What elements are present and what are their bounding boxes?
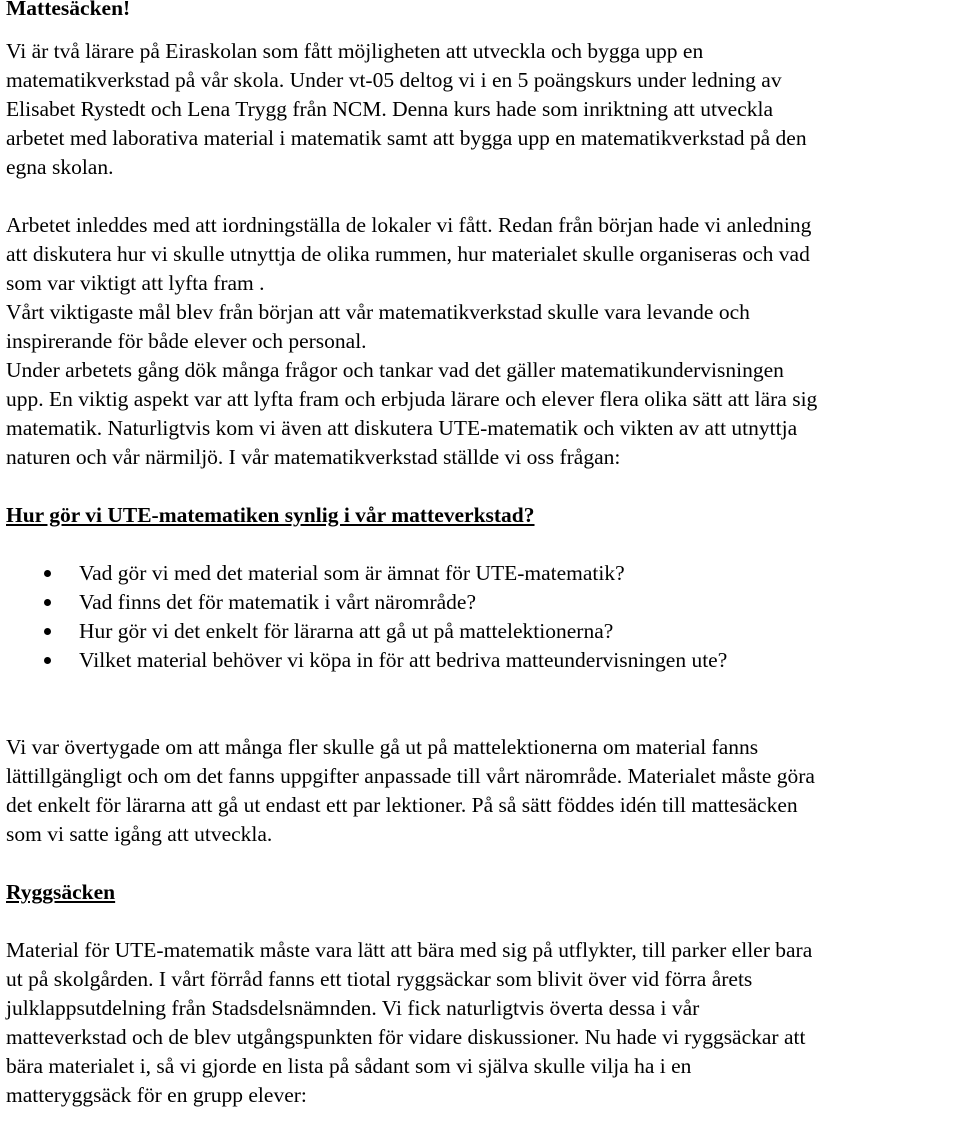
backpack-line: matteverkstad och de blev utgångspunkten för vidare diskussioner. Nu hade vi ryggsäckar att [6, 1025, 806, 1049]
backpack-line: Material för UTE-matematik måste vara lätt att bära med sig på utflykter, till parker eller bara [6, 938, 813, 962]
intro-line: Vi är två lärare på Eiraskolan som fått möjligheten att utveckla och bygga upp en [6, 39, 704, 63]
paragraph-spacer [6, 907, 958, 936]
bullet-icon [44, 657, 51, 664]
conviction-paragraph [6, 733, 958, 849]
work-line: inspirerande för både elever och personal. [6, 329, 367, 353]
intro-line: egna skolan. [6, 155, 114, 179]
conviction-line: Vi var övertygade om att många fler skulle gå ut på mattelektionerna om material fanns [6, 735, 759, 759]
document-title: Mattesäcken! [6, 0, 131, 20]
bullet-icon [44, 570, 51, 577]
question-list [6, 559, 958, 675]
work-line: Under arbetets gång dök många frågor och tankar vad det gäller matematikundervisningen [6, 358, 784, 382]
intro-line: arbetet med laborativa material i matematik samt att bygga upp en matematikverkstad på den [6, 126, 807, 150]
list-item-text: Hur gör vi det enkelt för lärarna att gå ut på mattelektionerna? [79, 619, 614, 643]
work-line: Arbetet inleddes med att iordningställa de lokaler vi fått. Redan från början hade vi anledning [6, 213, 812, 237]
bullet-icon [44, 628, 51, 635]
list-item [6, 559, 958, 588]
work-line: naturen och vår närmiljö. I vår matematikverkstad ställde vi oss frågan: [6, 445, 621, 469]
list-item-text: Vad finns det för matematik i vårt närområde? [79, 590, 477, 614]
work-line: att diskutera hur vi skulle utnyttja de olika rummen, hur materialet skulle organiseras och vad [6, 242, 810, 266]
list-item [6, 588, 958, 617]
section-heading: Ryggsäcken [6, 880, 116, 904]
paragraph-spacer [6, 704, 958, 733]
intro-paragraph [6, 37, 958, 182]
document-page [6, 0, 958, 1110]
bullet-icon [44, 599, 51, 606]
backpack-paragraph [6, 936, 958, 1110]
paragraph-spacer [6, 849, 958, 878]
conviction-line: det enkelt för lärarna att gå ut endast ett par lektioner. På så sätt föddes idén till mattesäcken [6, 793, 798, 817]
work-paragraph [6, 211, 958, 472]
backpack-line: matteryggsäck för en grupp elever: [6, 1083, 307, 1107]
conviction-line: lättillgängligt och om det fanns uppgifter anpassade till vårt närområde. Materialet måste göra [6, 764, 815, 788]
paragraph-spacer [6, 182, 958, 211]
work-line: upp. En viktig aspekt var att lyfta fram och erbjuda lärare och elever flera olika sätt att lära sig [6, 387, 818, 411]
list-item-text: Vad gör vi med det material som är ämnat för UTE-matematik? [79, 561, 625, 585]
work-line: Vårt viktigaste mål blev från början att vår matematikverkstad skulle vara levande och [6, 300, 750, 324]
backpack-line: bära materialet i, så vi gjorde en lista på sådant som vi själva skulle vilja ha i en [6, 1054, 692, 1078]
work-line: matematik. Naturligtvis kom vi även att diskutera UTE-matematik och vikten av att utnyttja [6, 416, 798, 440]
conviction-line: som vi satte igång att utveckla. [6, 822, 273, 846]
intro-line: matematikverkstad på vår skola. Under vt-05 deltog vi i en 5 poängskurs under ledning av [6, 68, 782, 92]
paragraph-spacer [6, 530, 958, 559]
question-heading: Hur gör vi UTE-matematiken synlig i vår matteverkstad? [6, 503, 535, 527]
paragraph-spacer [6, 472, 958, 501]
list-item [6, 617, 958, 646]
backpack-line: ut på skolgården. I vårt förråd fanns ett tiotal ryggsäckar som blivit över vid förra årets [6, 967, 753, 991]
backpack-line: julklappsutdelning från Stadsdelsnämnden. Vi fick naturligtvis överta dessa i vår [6, 996, 700, 1020]
list-item-text: Vilket material behöver vi köpa in för att bedriva matteundervisningen ute? [79, 648, 728, 672]
work-line: som var viktigt att lyfta fram . [6, 271, 265, 295]
intro-line: Elisabet Rystedt och Lena Trygg från NCM. Denna kurs hade som inriktning att utveckla [6, 97, 774, 121]
paragraph-spacer [6, 675, 958, 704]
list-item [6, 646, 958, 675]
